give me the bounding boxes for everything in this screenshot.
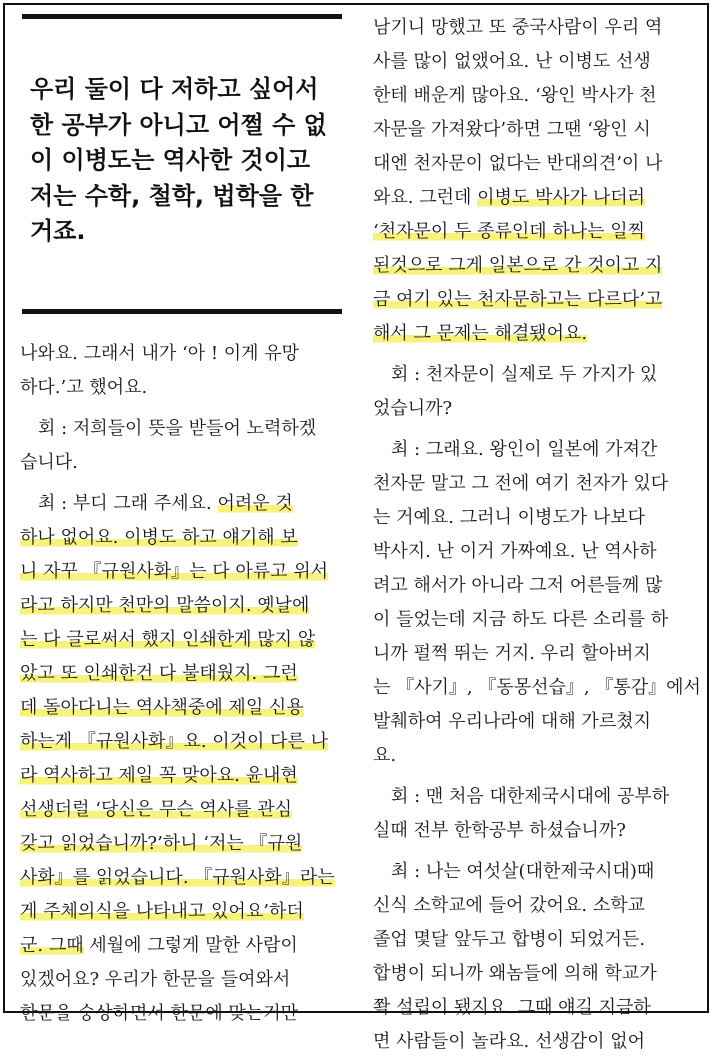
body-text: 습니다. (20, 452, 78, 473)
pull-quote-line: 우리 둘이 다 저하고 싶어서 (30, 75, 319, 103)
text-line (20, 759, 350, 793)
body-text: 천자문 말고 그 전에 여기 천자가 있다 (373, 473, 669, 494)
body-text: 대엔 천자문이 없다는 반대의견’이 나 (373, 153, 663, 174)
text-line (373, 79, 703, 113)
highlighted-text: 라고 하지만 천만의 말씀이지. 옛날에 (20, 595, 310, 616)
text-line (20, 555, 350, 589)
body-text: 려고 해서가 아니라 그저 어른들께 많 (373, 575, 663, 596)
text-line (20, 963, 350, 997)
text-line (20, 997, 350, 1031)
paragraph-gap (373, 848, 703, 855)
text-line (373, 991, 703, 1025)
text-line (20, 589, 350, 623)
body-text: 세월에 그렇게 말한 사람이 (83, 935, 298, 956)
text-line (373, 739, 703, 773)
text-line (20, 691, 350, 725)
text-line (373, 249, 703, 283)
body-text: 었습니까? (373, 398, 453, 419)
body-text: 회 : 맨 처음 대한제국시대에 공부하 (373, 786, 670, 807)
body-text: 남기니 망했고 또 중국사람이 우리 역 (373, 17, 663, 38)
text-line (20, 929, 350, 963)
highlighted-text: 금 여기 있는 천자문하고는 다르다’고 (373, 289, 663, 310)
pullquote-bottom-rule (22, 309, 342, 314)
text-line (373, 671, 703, 705)
text-line (373, 113, 703, 147)
body-text: 박사지. 난 이거 가짜예요. 난 역사하 (373, 541, 657, 562)
body-text: 회 : 저희들이 뜻을 받들어 노력하겠 (20, 418, 317, 439)
text-line (373, 705, 703, 739)
body-text: 한문을 숭상하면서 한문에 맞는거만 (20, 1003, 298, 1024)
body-text: 있겠어요? 우리가 한문을 들여와서 (20, 969, 291, 990)
text-line (20, 793, 350, 827)
body-text: 요. (373, 745, 397, 766)
text-line (373, 957, 703, 991)
highlighted-text: 어려운 것 (217, 493, 293, 514)
body-text: 발췌하여 우리나라에 대해 가르쳤지 (373, 711, 651, 732)
text-line (373, 317, 703, 351)
text-line (373, 1025, 703, 1059)
text-line (373, 814, 703, 848)
text-line (20, 412, 350, 446)
pull-quote-line: 한 공부가 아니고 어쩔 수 없 (30, 110, 327, 139)
body-text: 회 : 천자문이 실제로 두 가지가 있 (373, 364, 658, 385)
highlighted-text: ‘천자문이 두 종류인데 하나는 일찍 (373, 221, 646, 242)
text-line (373, 11, 703, 45)
text-line (373, 637, 703, 671)
body-text: 졸업 몇달 앞두고 합병이 되었거든. (373, 929, 646, 950)
pull-quote (30, 72, 350, 250)
paragraph-gap (373, 351, 703, 358)
highlighted-text: 사화』를 읽었습니다. 『규원사화』라는 (20, 867, 335, 888)
text-line (373, 45, 703, 79)
text-line (373, 215, 703, 249)
pull-quote-line: 저는 수학, 철학, 법학을 한 (30, 181, 314, 210)
body-text: 면 사람들이 놀라요. 선생감이 없어 (373, 1031, 646, 1052)
highlighted-text: 라 역사하고 제일 꼭 맞아요. 윤내현 (20, 765, 298, 786)
paragraph-gap (20, 405, 350, 412)
text-line (373, 780, 703, 814)
text-line (373, 283, 703, 317)
text-line (373, 923, 703, 957)
highlighted-text: 갖고 읽었습니까?’하니 ‘저는 『규원 (20, 833, 303, 854)
highlighted-text: 데 돌아다니는 역사책중에 제일 신용 (20, 697, 304, 718)
paragraph-gap (373, 426, 703, 433)
body-text: 하다.’고 했어요. (20, 377, 148, 398)
text-line (20, 487, 350, 521)
text-line (373, 433, 703, 467)
body-text: 최 : 그래요. 왕인이 일본에 가져간 (373, 439, 658, 460)
highlighted-text: 하나 없어요. 이병도 하고 얘기해 보 (20, 527, 298, 548)
text-line (20, 827, 350, 861)
body-text: 와요. 그런데 (373, 187, 478, 208)
highlighted-text: 군. 그때 (20, 935, 84, 956)
text-line (20, 371, 350, 405)
text-line (373, 467, 703, 501)
text-line (20, 657, 350, 691)
text-line (373, 147, 703, 181)
paragraph-gap (20, 480, 350, 487)
highlighted-text: 는 다 글로써서 했지 인쇄한게 많지 않 (20, 629, 316, 650)
text-line (20, 861, 350, 895)
body-text: 합병이 되니까 왜놈들에 의해 학교가 (373, 963, 657, 984)
text-line (20, 725, 350, 759)
highlighted-text: 선생더럴 ‘당신은 무슨 역사를 관심 (20, 799, 293, 820)
body-text: 이 들었는데 지금 하도 다른 소리를 하 (373, 609, 669, 630)
text-line (20, 337, 350, 371)
body-text: 쫙 설립이 됐지요. 그때 얘길 지금하 (373, 997, 651, 1018)
text-line (373, 392, 703, 426)
body-text: 사를 많이 없앴어요. 난 이병도 선생 (373, 51, 651, 72)
text-line (373, 569, 703, 603)
text-line (373, 603, 703, 637)
text-line (373, 501, 703, 535)
body-text: 한테 배운게 많아요. ‘왕인 박사가 천 (373, 85, 657, 106)
body-text: 실때 전부 한학공부 하셨습니까? (373, 820, 626, 841)
text-line (373, 535, 703, 569)
body-text: 신식 소학교에 들어 갔어요. 소학교 (373, 895, 646, 916)
body-text: 는 거예요. 그러니 이병도가 나보다 (373, 507, 646, 528)
body-text: 는 『사기』, 『동몽선습』, 『통감』에서 (373, 677, 701, 698)
body-text: 최 : 부디 그래 주세요. (20, 493, 218, 514)
left-column-text (20, 337, 350, 1031)
paragraph-gap (373, 773, 703, 780)
text-line (373, 889, 703, 923)
body-text: 최 : 나는 여섯살(대한제국시대)때 (373, 861, 655, 882)
text-line (373, 181, 703, 215)
text-line (373, 358, 703, 392)
highlighted-text: 된것으로 그게 일본으로 간 것이고 지 (373, 255, 663, 276)
right-column-text (373, 11, 703, 1059)
text-line (20, 446, 350, 480)
highlighted-text: 이병도 박사가 나더러 (477, 187, 646, 208)
text-line (20, 521, 350, 555)
highlighted-text: 았고 또 인쇄한건 다 불태웠지. 그런 (20, 663, 298, 684)
text-line (373, 855, 703, 889)
text-line (20, 623, 350, 657)
pullquote-top-rule (22, 14, 342, 19)
body-text: 니까 펄쩍 뛰는 거지. 우리 할아버지 (373, 643, 651, 664)
highlighted-text: 니 자꾸 『규원사화』는 다 아류고 위서 (20, 561, 329, 582)
body-text: 자문을 가져왔다’하면 그땐 ‘왕인 시 (373, 119, 651, 140)
text-line (20, 895, 350, 929)
pull-quote-line: 거죠. (30, 217, 86, 245)
highlighted-text: 하는게 『규원사화』요. 이것이 다른 나 (20, 731, 329, 752)
highlighted-text: 게 주체의식을 나타내고 있어요’하더 (20, 901, 304, 922)
body-text: 나와요. 그래서 내가 ‘아 ! 이게 유망 (20, 343, 300, 364)
pull-quote-line: 이 이병도는 역사한 것이고 (30, 146, 311, 174)
highlighted-text: 해서 그 문제는 해결됐어요. (373, 323, 588, 344)
